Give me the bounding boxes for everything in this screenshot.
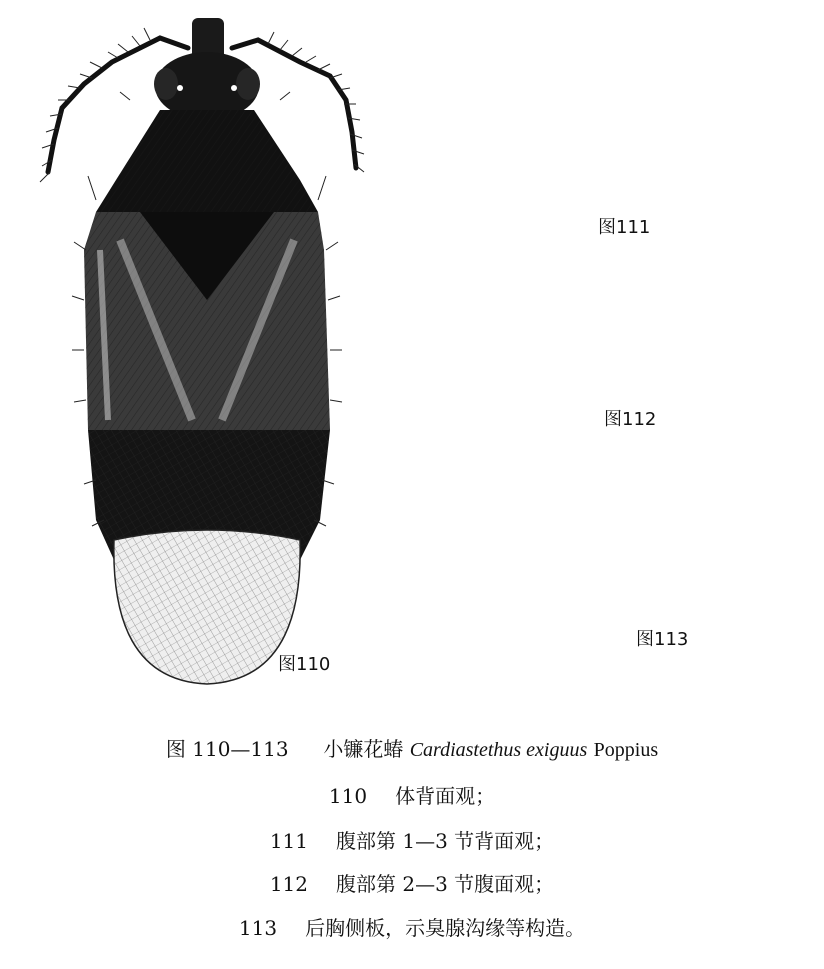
caption-line-number: 111 (269, 829, 308, 853)
caption-line-number: 110 (328, 784, 368, 808)
caption-line-text: 体背面观； (395, 784, 496, 808)
caption-line-text: 腹部第 1—3 节背面观； (336, 829, 555, 853)
caption-title (0, 733, 824, 762)
caption-line-111 (0, 825, 824, 854)
compound-eye-right (236, 68, 260, 100)
fig110-drawing (40, 18, 364, 684)
caption-line-number: 112 (269, 872, 308, 896)
ocellus-left (177, 85, 183, 91)
fig112-label: 图112 (604, 409, 657, 430)
caption-line-text: 腹部第 2—3 节腹面观； (336, 872, 555, 896)
caption-line-text: 后胸侧板，示臭腺沟缘等构造。 (305, 916, 586, 940)
caption-author: Poppius (593, 739, 659, 761)
fig110-label: 图110 (278, 654, 331, 675)
fig111-label: 图111 (598, 217, 651, 238)
fig113-label: 图113 (636, 629, 689, 650)
caption-line-112 (0, 868, 824, 897)
caption-common-name: 小镰花蝽 (323, 737, 404, 761)
caption-line-number: 113 (238, 916, 278, 940)
ocellus-right (231, 85, 237, 91)
caption-line-113 (0, 912, 824, 941)
compound-eye-left (154, 68, 178, 100)
caption-line-110 (0, 780, 824, 809)
caption-scientific-name: Cardiastethus exiguus (409, 739, 588, 761)
caption-range: 图 110—113 (165, 737, 289, 761)
